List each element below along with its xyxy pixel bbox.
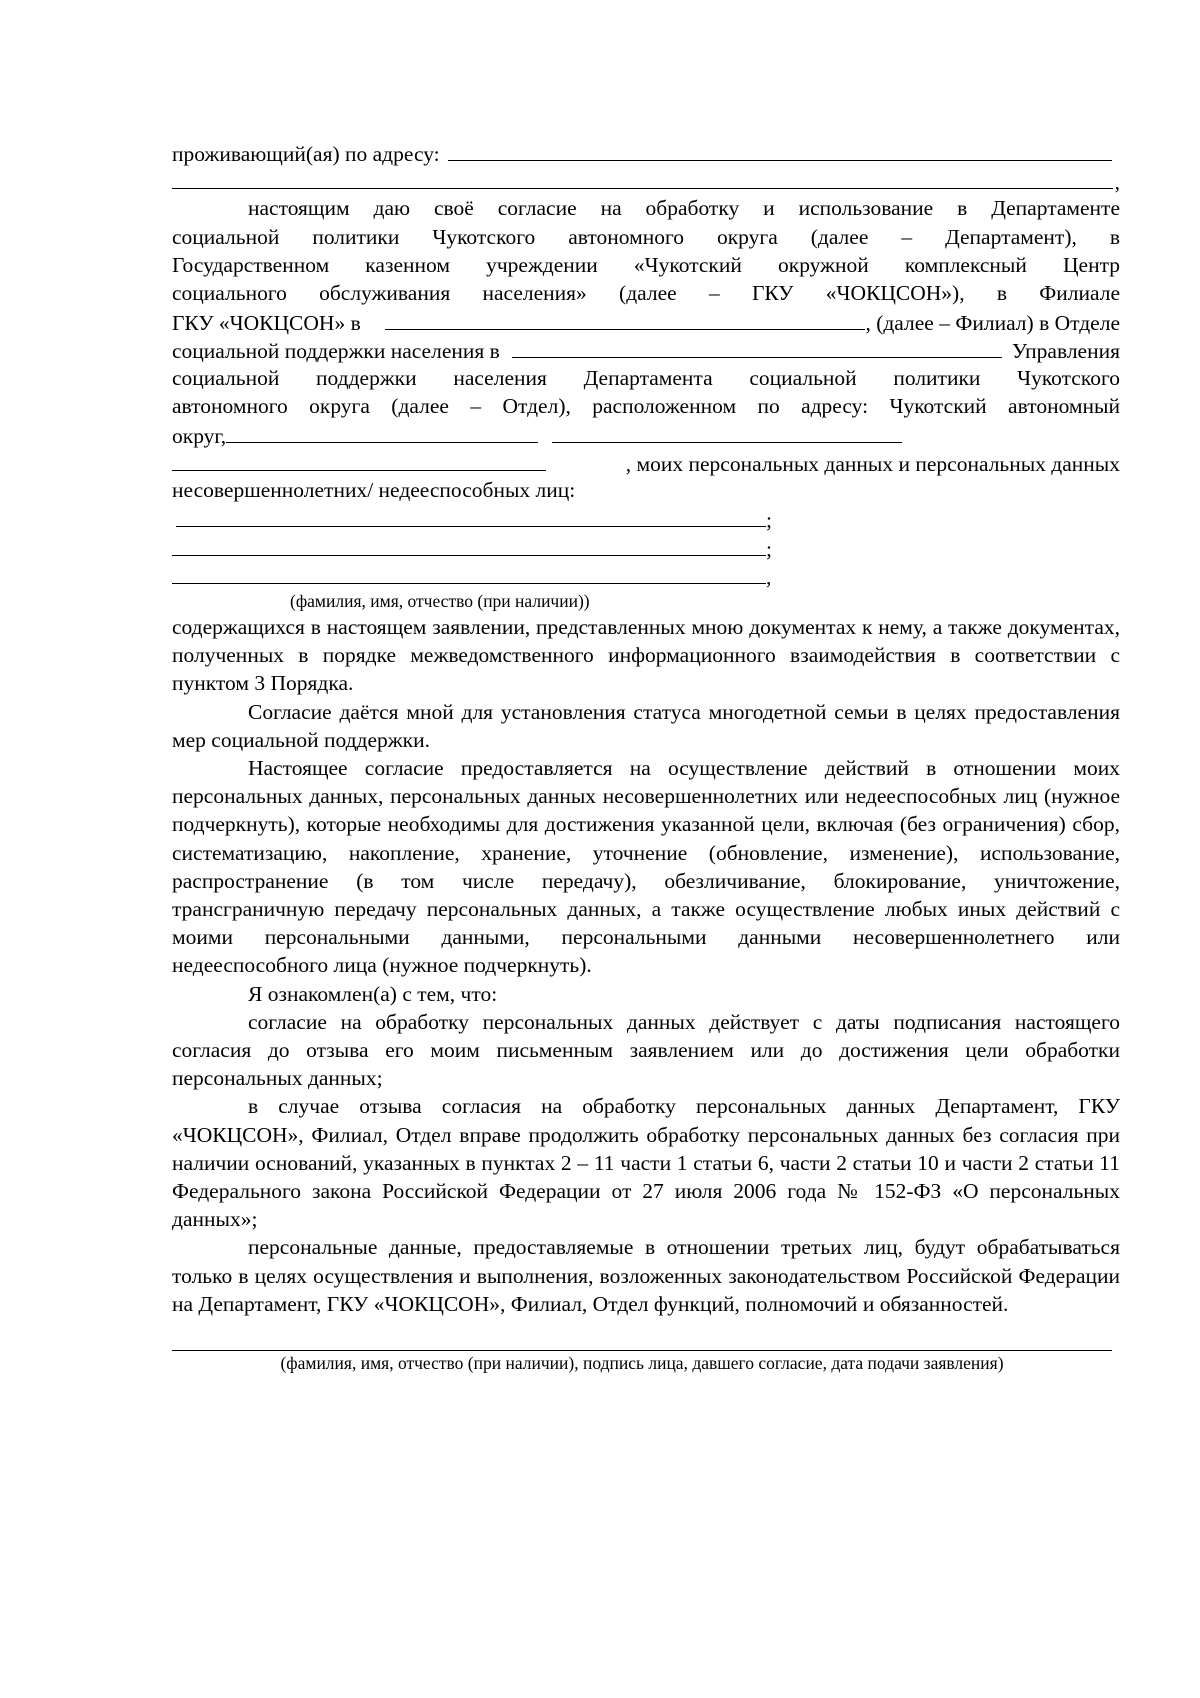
consent-line-3: Государственном казенном учреждении «Чукотский окружной комплексный Центр bbox=[172, 252, 1120, 277]
paragraph-third-parties: персональные данные, предоставляемые в отношении третьих лиц, будут обрабатываться только в целях осуществления и выполнения, возложенных законодательством Российской Федерации на Департамент, ГКУ «ЧОКЦСОН», Филиал, Отдел функций, полномочий и обязанностей. bbox=[172, 1235, 1120, 1316]
dept-suffix: Управления bbox=[1011, 339, 1120, 364]
address-continued-blank[interactable] bbox=[172, 448, 546, 471]
minor-line-3 bbox=[172, 561, 1120, 589]
paragraph-actions: Настоящее согласие предоставляется на осуществление действий в отношении моих персональных данных, персональных данных несовершеннолетних или недееспособных лиц (нужное подчеркнуть), которые необходимы для достижения указанной цели, включая (без ограничения) сбор, систематизацию, накопление, хранение, уточнение (обновление, изменение), использование, распространение (в том числе передачу), обезличивание, блокирование, уничтожение, трансграничную передачу персональных данных, а также осуществление любых иных действий с моими персональными данными, персональными данными несовершеннолетнего или недееспособного лица (нужное подчеркнуть). bbox=[172, 756, 1120, 978]
minor-blank-1[interactable] bbox=[176, 504, 766, 527]
consent-line-2: социальной политики Чукотского автономного округа (далее – Департамент), в bbox=[172, 224, 1120, 249]
minors-label: несовершеннолетних/ недееспособных лиц: bbox=[172, 478, 576, 503]
personal-data-suffix: , моих персональных данных и персональных данных bbox=[625, 452, 1120, 477]
branch-blank[interactable] bbox=[385, 307, 866, 330]
okrug-blank-1[interactable] bbox=[226, 420, 538, 443]
minor-punct-3: , bbox=[766, 564, 772, 589]
consent-document bbox=[172, 138, 1120, 1375]
okrug-blank-2[interactable] bbox=[552, 420, 902, 443]
address-blank-2[interactable] bbox=[172, 166, 1113, 189]
consent-line-1: настоящим даю своё согласие на обработку и использование в Департаменте bbox=[248, 196, 1120, 221]
signature-blank[interactable] bbox=[172, 1324, 1112, 1351]
paragraph-purpose: Согласие даётся мной для установления статуса многодетной семьи в целях предоставления мер социальной поддержки. bbox=[172, 699, 1120, 752]
branch-suffix: , (далее – Филиал) в Отделе bbox=[865, 311, 1120, 336]
minor-line-2 bbox=[172, 533, 1120, 561]
paragraph-acknowledged: Я ознакомлен(а) с тем, что: bbox=[248, 981, 498, 1006]
consent-line-7: социальной поддержки населения Департамента социальной политики Чукотского bbox=[172, 365, 1120, 390]
signature-caption: (фамилия, имя, отчество (при наличии), подпись лица, давшего согласие, дата подачи заявления) bbox=[280, 1353, 1004, 1374]
paragraph-validity: согласие на обработку персональных данных действует с даты подписания настоящего согласия до отзыва его моим письменным заявлением или до достижения цели обработки персональных данных; bbox=[172, 1009, 1120, 1091]
dept-line bbox=[172, 335, 1120, 363]
minor-blank-3[interactable] bbox=[172, 561, 766, 584]
address-line bbox=[172, 138, 1120, 166]
personal-data-line bbox=[172, 448, 1120, 476]
dept-prefix: социальной поддержки населения в bbox=[172, 339, 500, 364]
branch-line bbox=[172, 307, 1120, 335]
consent-line-4: социального обслуживания населения» (далее – ГКУ «ЧОКЦСОН»), в Филиале bbox=[172, 280, 1120, 305]
paragraph-revocation: в случае отзыва согласия на обработку персональных данных Департамент, ГКУ «ЧОКЦСОН», Филиал, Отдел вправе продолжить обработку персональных данных без согласия при наличии оснований, указанных в пунктах 2 – 11 части 1 статьи 6, части 2 статьи 10 и части 2 статьи 11 Федерального закона Российской Федерации от 27 июля 2006 года № 152-ФЗ «О персональных данных»; bbox=[172, 1094, 1120, 1232]
dept-blank[interactable] bbox=[512, 335, 1002, 358]
minor-punct-1: ; bbox=[766, 508, 772, 533]
branch-prefix: ГКУ «ЧОКЦСОН» в bbox=[172, 311, 361, 336]
minor-line-1 bbox=[172, 504, 1120, 532]
okrug-line bbox=[172, 420, 1120, 448]
fio-caption: (фамилия, имя, отчество (при наличии)) bbox=[290, 591, 590, 611]
consent-line-8: автономного округа (далее – Отдел), расположенном по адресу: Чукотский автономный bbox=[172, 393, 1120, 418]
minor-blank-2[interactable] bbox=[172, 533, 766, 556]
address-blank-1[interactable] bbox=[448, 138, 1112, 161]
paragraph-documents: содержащихся в настоящем заявлении, представленных мною документах к нему, а также документах, полученных в порядке межведомственного информационного взаимодействия в соответствии с пунктом 3 Порядка. bbox=[172, 615, 1120, 696]
address-line-2 bbox=[172, 166, 1120, 194]
residing-label: проживающий(ая) по адресу: bbox=[172, 142, 440, 166]
okrug-label: округ, bbox=[172, 423, 227, 448]
address-end-punct: , bbox=[1114, 170, 1120, 195]
minor-punct-2: ; bbox=[766, 536, 772, 561]
